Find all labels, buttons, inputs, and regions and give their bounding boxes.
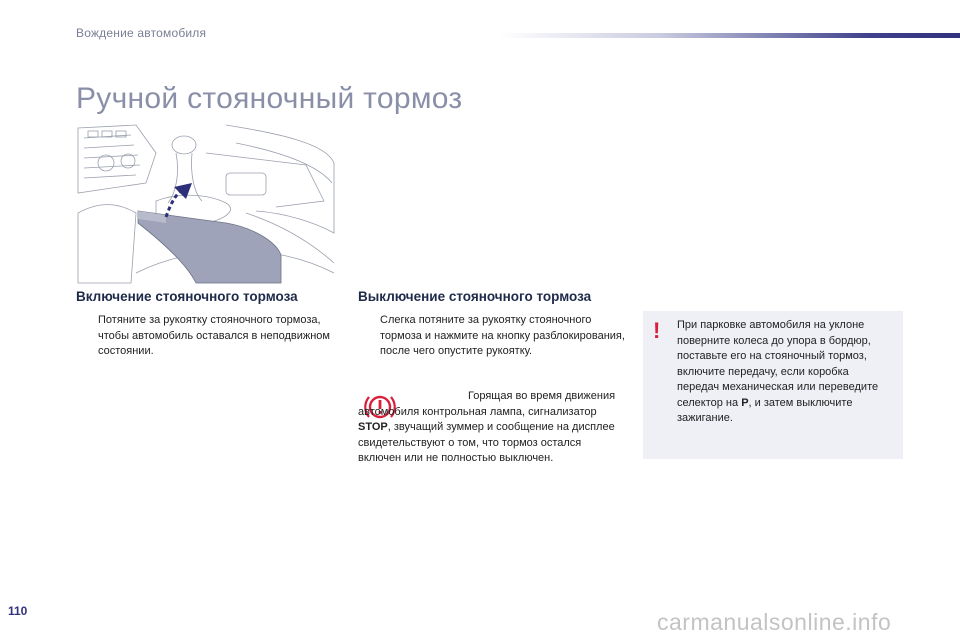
note-text-part: , и затем выключите зажигание.: [677, 396, 853, 424]
watermark: carmanualsonline.info: [657, 609, 892, 635]
note-selector-p: P: [741, 396, 749, 409]
handbrake-illustration: [76, 123, 336, 285]
page-number: 110: [8, 604, 28, 618]
note-text-part: При парковке автомобиля на уклоне поверните колеса до упора в бордюр, поставьте его на стояночный тормоз, включите передачу, если коробка передач механическая или переведите селектор на: [677, 319, 879, 409]
exclamation-icon: !: [653, 318, 661, 343]
header-bar: [500, 33, 960, 38]
release-instruction-text: Слегка потяните за рукоятку стояночного тормоза и нажмите на кнопку разблокирования, после чего опустите рукоятку.: [380, 314, 625, 357]
warning-text-part: Горящая во время движения автомобиля контрольная лампа, сигнализатор: [358, 390, 616, 418]
warning-text-part: , звучащий зуммер и сообщение на дисплее свидетельствуют о том, что тормоз остался включен или не полностью выключен.: [358, 421, 615, 464]
engage-instruction-text: Потяните за рукоятку стояночного тормоза, чтобы автомобиль оставался в неподвижном состоянии.: [98, 314, 330, 357]
engage-instruction: [76, 313, 346, 360]
warning-text: [358, 389, 620, 467]
page-title: Ручной стояночный тормоз: [76, 82, 463, 116]
release-heading: Выключение стояночного тормоза: [358, 289, 592, 304]
note-text: [677, 318, 893, 427]
engage-heading: Включение стояночного тормоза: [76, 289, 298, 304]
release-instruction: [358, 313, 628, 360]
warning-stop-label: STOP: [358, 421, 388, 433]
section-label: Вождение автомобиля: [76, 26, 207, 40]
